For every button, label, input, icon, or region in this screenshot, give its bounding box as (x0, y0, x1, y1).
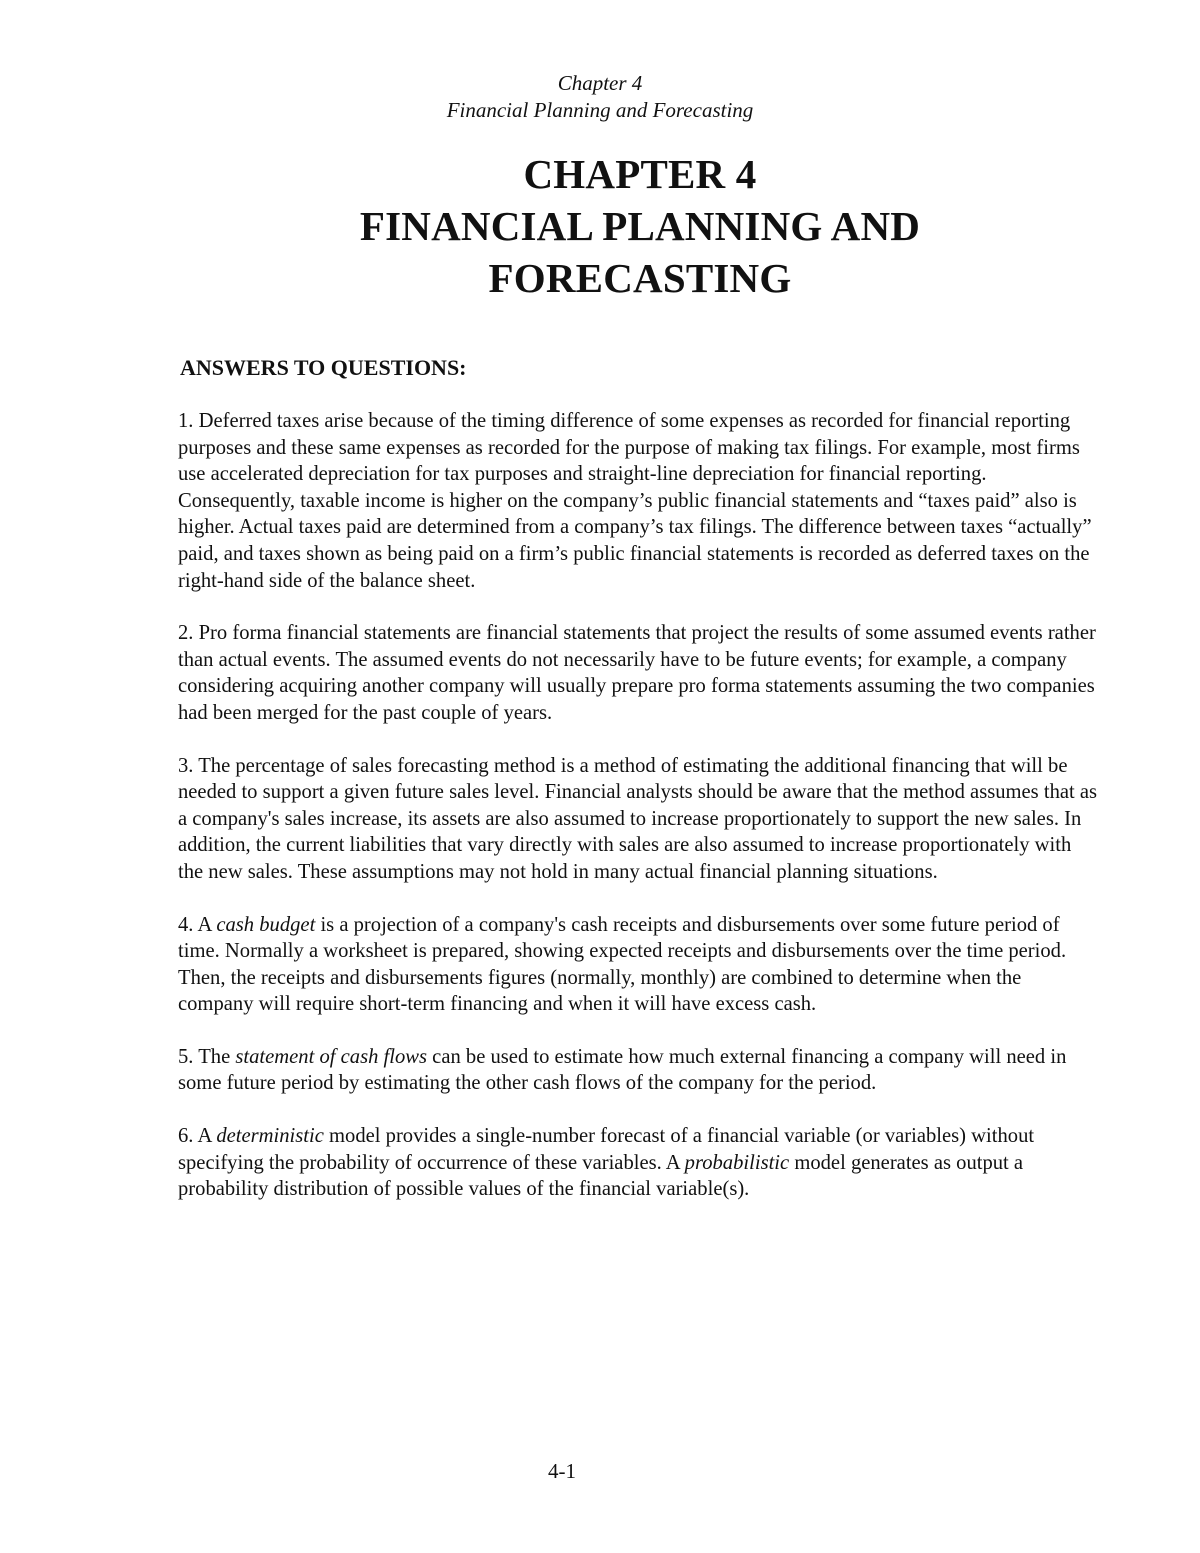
chapter-title-line-3: FORECASTING (488, 255, 792, 301)
chapter-title (0, 148, 1200, 304)
term-cash-budget: cash budget (216, 913, 316, 936)
term-statement-of-cash-flows: statement of cash flows (235, 1045, 428, 1068)
answer-4-text-rest: is a projection of a company's cash receipts and disbursements over some future period of time. Normally a worksheet is prepared, showing expected receipts and disbursements over the time period. Then, the receipts and disbursements figures (normally, monthly) are combined to determine when the company will require short-term financing and when it will have excess cash. (178, 913, 1067, 1016)
running-header (0, 70, 1200, 124)
answer-6 (178, 1123, 1098, 1203)
running-header-title: Financial Planning and Forecasting (446, 98, 754, 122)
answer-3: 3. The percentage of sales forecasting method is a method of estimating the additional financing that will be needed to support a given future sales level. Financial analysts should be aware that the method assumes that as a company's sales increase, its assets are also assumed to increase proportionately to support the new sales. In addition, the current liabilities that vary directly with sales are also assumed to increase proportionately with the new sales. These assumptions may not hold in many actual financial planning situations. (178, 754, 1098, 883)
chapter-title-line-2: FINANCIAL PLANNING AND (359, 203, 921, 249)
answers-list (178, 408, 1098, 1229)
section-heading: ANSWERS TO QUESTIONS: (180, 355, 467, 380)
chapter-title-line-1: CHAPTER 4 (523, 151, 757, 197)
answer-1: 1. Deferred taxes arise because of the timing difference of some expenses as recorded for financial reporting purposes and these same expenses as recorded for the purpose of making tax filings. For example, most firms use accelerated depreciation for tax purposes and straight-line depreciation for financial reporting. Consequently, taxable income is higher on the company’s public financial statements and “taxes paid” also is higher. Actual taxes paid are determined from a company’s tax filings. The difference between taxes “actually” paid, and taxes shown as being paid on a firm’s public financial statements is recorded as deferred taxes on the right-hand side of the balance sheet. (178, 410, 1092, 592)
page-number: 4-1 (548, 1459, 576, 1483)
answer-5-text: 5. The (178, 1045, 236, 1068)
term-probabilistic: probabilistic (684, 1151, 790, 1174)
term-deterministic: deterministic (216, 1125, 324, 1148)
answer-5 (178, 1044, 1098, 1097)
answer-6-text-rest: model generates as output a probability distribution of possible values of the financial variable(s). (178, 1151, 1024, 1201)
answer-2: 2. Pro forma financial statements are financial statements that project the results of some assumed events rather than actual events. The assumed events do not necessarily have to be future events; for example, a company considering acquiring another company will usually prepare pro forma statements assuming the two companies had been merged for the past couple of years. (178, 622, 1096, 724)
answer-6-text: 6. A (178, 1125, 217, 1148)
answer-4-text: 4. A (178, 913, 217, 936)
answer-4 (178, 912, 1098, 1018)
running-header-chapter: Chapter 4 (557, 71, 643, 95)
answer-5-text-rest: can be used to estimate how much external financing a company will need in some future period by estimating the other cash flows of the company for the period. (178, 1045, 1067, 1095)
answer-6-text-middle: model provides a single-number forecast of a financial variable (or variables) without specifying the probability of occurrence of these variables. A (178, 1125, 1035, 1174)
